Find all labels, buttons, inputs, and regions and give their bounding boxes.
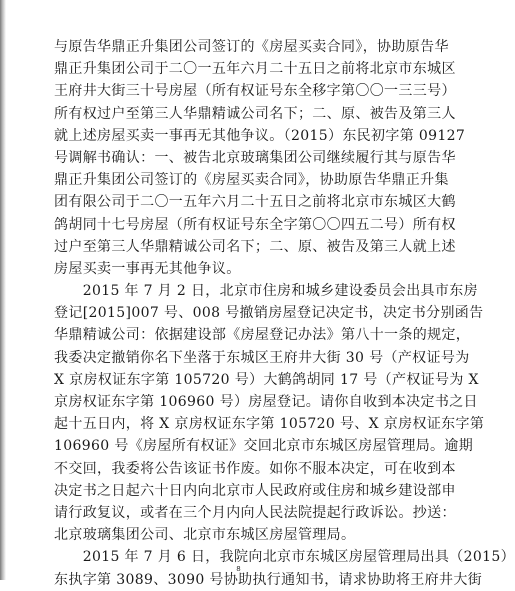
text-line: 决定书之日起六十日内向北京市人民政府或住房和城乡建设部申 (54, 482, 456, 499)
text-line: 登记[2015]007 号、008 号撤销房屋登记决定书，决定书分别函告 (54, 305, 484, 322)
text-line: 106960 号《房屋所有权证》交回北京市东城区房屋管理局。逾期 (54, 438, 474, 455)
text-line: 就上述房屋买卖一事再无其他争议。（2015）东民初字第 09127 (54, 127, 466, 144)
text-line: 鼎正升集团公司于二〇一五年六月二十五日之前将北京市东城区 (54, 61, 456, 78)
page-number: 8 (236, 565, 241, 573)
text-line: 请行政复议，或者在三个月内向人民法院提起行政诉讼。抄送： (54, 504, 456, 521)
text-line: 北京玻璃集团公司、北京市东城区房屋管理局。 (54, 527, 356, 544)
text-line: 王府井大街三十号房屋（所有权证号东全移字第〇〇一三三号） (54, 83, 456, 100)
text-line: 2015 年 7 月 6 日，我院向北京市东城区房屋管理局出具（2015） (54, 549, 515, 566)
text-line: 起十五日内，将 X 京房权证东字第 105720 号、X 京房权证东字第 (54, 416, 485, 433)
text-line: 京房权证东字第 106960 号）房屋登记。请你自收到本决定书之日 (54, 394, 478, 410)
text-line: X 京房权证东字第 105720 号）大鹤鸽胡同 17 号（产权证号为 X (54, 371, 479, 388)
text-line: 鸽胡同十七号房屋（所有权证号东全字第〇〇四五二号）所有权 (54, 216, 456, 233)
text-line: 东执字第 3089、3090 号协助执行通知书，请求协助将王府井大街 (54, 571, 483, 588)
text-line: 过户至第三人华鼎精诚公司名下；二、原、被告及第三人就上述 (54, 238, 456, 255)
body-text (54, 36, 515, 591)
text-line: 所有权过户至第三人华鼎精诚公司名下；二、原、被告及第三人 (54, 105, 456, 122)
text-line: 我委决定撤销你名下坐落于东城区王府井大街 30 号（产权证号为 (54, 349, 470, 366)
text-line: 与原告华鼎正升集团公司签订的《房屋买卖合同》，协助原告华 (54, 39, 449, 55)
page-binding-edge (0, 0, 6, 580)
text-line: 华鼎精诚公司：依据建设部《房屋登记办法》第八十一条的规定， (54, 327, 471, 344)
text-line: 号调解书确认：一、被告北京玻璃集团公司继续履行其与原告华 (54, 149, 456, 166)
text-line: 房屋买卖一事再无其他争议。 (54, 260, 241, 277)
text-line: 鼎正升集团公司签订的《房屋买卖合同》，协助原告华鼎正升集 (54, 172, 449, 189)
text-line: 团有限公司于二〇一五年六月二十五日之前将北京市东城区大鹤 (54, 194, 456, 211)
text-line: 2015 年 7 月 2 日，北京市住房和城乡建设委员会出具市东房 (54, 283, 478, 300)
text-line: 不交回，我委将公告该证书作废。如你不服本决定，可在收到本 (54, 460, 456, 477)
